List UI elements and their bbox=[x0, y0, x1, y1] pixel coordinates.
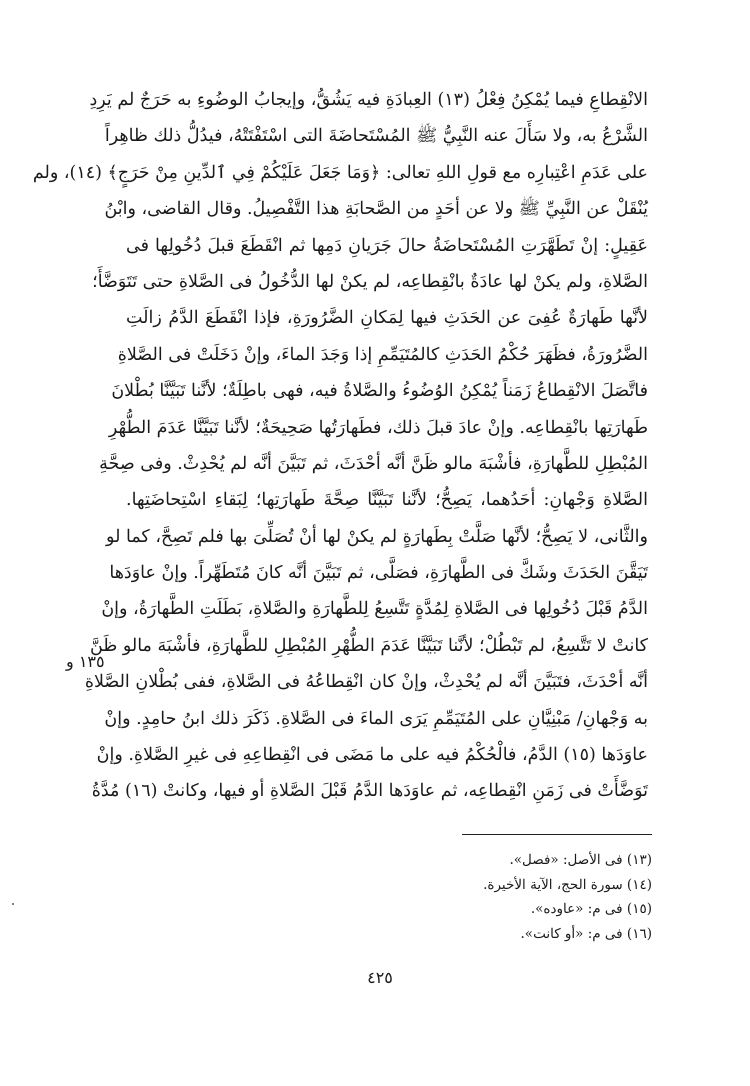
text-line: تَوَضَّأَتْ فى زَمَنِ انْقِطاعِه، ثم عاوَدَها الدَّمُ قَبْلَ الصَّلاةِ أو فيها، وكانتْ (١٦) مُدَّةُ bbox=[91, 781, 648, 802]
text-line: أنَّه أحْدَثَ، فتَبَيَّنَ أنَّه لم يُحْدِثْ، وإنْ كان انْقِطاعُهُ فى الصَّلاةِ، ففى بُطْلانِ الصَّلاةِ bbox=[84, 672, 648, 693]
text-line: الصَّلاةِ، ولم يكنْ لها عادَةٌ بانْقِطاعِه، لم يكنْ لها الدُّخُولُ فى الصَّلاةِ حتى تَتَوَضَّأَ؛ bbox=[92, 271, 648, 292]
text-line: الانْقِطاعِ فيما يُمْكِنُ فِعْلُ (١٣) العِبادَةِ فيه يَشُقُّ، وإيجابُ الوضُوءِ به حَرَجٌ لم يَرِدِ bbox=[89, 90, 648, 110]
text-line: يُنْقَلْ عن النَّبِيِّ ﷺ ولا عن أحَدٍ من الصَّحابَةِ هذا التَّفْصِيلُ. وقال القاضى، وابْنُ bbox=[104, 199, 648, 220]
text-line: المُبْطِلِ للطَّهارَةِ، فأشْبَهَ مالو ظَنَّ أنَّه أحْدَثَ، ثم تَبَيَّنَ أنَّه لم يُحْدِثْ. وفى صِحَّةِ bbox=[99, 453, 648, 474]
text-line: به وَجْهانِ/ مَبْنِيَّانِ على المُتَيَمِّمِ يَرَى الماءَ فى الصَّلاةِ. ذَكَرَ ذلك ابنُ حامِدٍ. وإنْ bbox=[104, 708, 648, 729]
page-number: ٤٢٥ bbox=[367, 968, 393, 987]
text-line: الشَّرْعُ به، ولا سَأَلَ عنه النَّبِيُّ ﷺ المُسْتَحاضَةَ التى اسْتَفْتَتْهُ، فيدُلُّ ذلك ظاهِراً bbox=[104, 126, 648, 147]
footnote-separator bbox=[462, 834, 652, 835]
text-line: والثَّانى، لا يَصِحُّ؛ لأنَّها صَلَّتْ بِطَهارَةٍ لم يكنْ لها أنْ تُصَلِّىَ بها فلم تَصِحَّ، كما لو bbox=[106, 526, 648, 547]
text-line: الدَّمُ قَبْلَ دُخُولِها فى الصَّلاةِ لِمُدَّةٍ تَتَّسِعُ لِلطَّهارَةِ والصَّلاةِ، بَطَلَتِ الطَّهارَةُ، وإنْ bbox=[101, 599, 648, 620]
text-line: الصَّلاةِ وَجْهانِ: أحَدُهما، يَصِحُّ؛ لأنَّنا تَبَيَّنَّا صِحَّةَ طَهارَتِها؛ لِبَقاءِ اسْتِحاضَتِها. bbox=[126, 490, 648, 511]
footnote: (١٥) فى م: «عاوده». bbox=[530, 901, 652, 918]
text-line: لأنَّها طَهارَةٌ عُفِىَ عن الحَدَثِ فيها لِمَكانِ الضَّرُورَةِ، فإذا انْقَطَعَ الدَّمُ زالَتِ bbox=[126, 308, 648, 329]
text-line: كانتْ لا تَتَّسِعُ، لم تَبْطُلْ؛ لأنَّنا تَبَيَّنَّا عَدَمَ الطُّهْرِ المُبْطِلِ للطَّهارَةِ، فأشْبَهَ مالو ظَنَّ bbox=[90, 635, 648, 656]
text-line: عاوَدَها (١٥) الدَّمُ، فالْحُكْمُ فيه على ما مَضَى فى انْقِطاعِهِ فى غيرِ الصَّلاةِ. وإنْ bbox=[96, 745, 648, 766]
footnote: (١٤) سورة الحج، الآية الأخيرة. bbox=[483, 876, 652, 893]
scan-speck bbox=[12, 903, 14, 905]
text-line: تَيَقَّنَ الحَدَثَ وشَكَّ فى الطَّهارَةِ، فصَلَّى، ثم تَبَيَّنَ أنَّه كانَ مُتَطَهِّراً. وإنْ عاوَدَها bbox=[109, 563, 648, 584]
footnote: (١٣) فى الأصل: «فصل». bbox=[509, 852, 652, 868]
text-line: فاتَّصَلَ الانْقِطاعُ زَمَناً يُمْكِنُ الوُضُوءُ والصَّلاةُ فيه، فهى باطِلَةٌ؛ لأنَّنا تَبَيَّنَّا بُطْلانَ bbox=[111, 381, 648, 402]
text-line: على عَدَمِ اعْتِبارِه مع قولِ اللهِ تعالى: ﴿وَمَا جَعَلَ عَلَيْكُمْ فِي ٱلدِّينِ مِنْ حَرَجٍ﴾ (١٤)، ولم bbox=[32, 162, 648, 183]
text-line: عَقِيلٍ: إنْ تَطَهَّرَتِ المُسْتَحاضَةُ حالَ جَرَيانِ دَمِها ثم انْقَطَعَ قبلَ دُخُولِها فى bbox=[126, 235, 648, 256]
footnote: (١٦) فى م: «أو كانت». bbox=[520, 925, 652, 942]
footnotes bbox=[300, 848, 652, 946]
text-line: الضَّرُورَةُ، فظَهَرَ حُكْمُ الحَدَثِ كالمُتَيَمِّمِ إذا وَجَدَ الماءَ، وإنْ دَخَلَتْ فى الصَّلاةِ bbox=[117, 344, 648, 365]
text-line: طَهارَتِها بانْقِطاعِه. وإنْ عادَ قبلَ ذلك، فطَهارَتُها صَحِيحَةٌ؛ لأنَّنا تَبَيَّنَّا عَدَمَ الطُّهْرِ bbox=[108, 417, 648, 438]
margin-folio-note: ١٣٥ و bbox=[66, 652, 105, 671]
